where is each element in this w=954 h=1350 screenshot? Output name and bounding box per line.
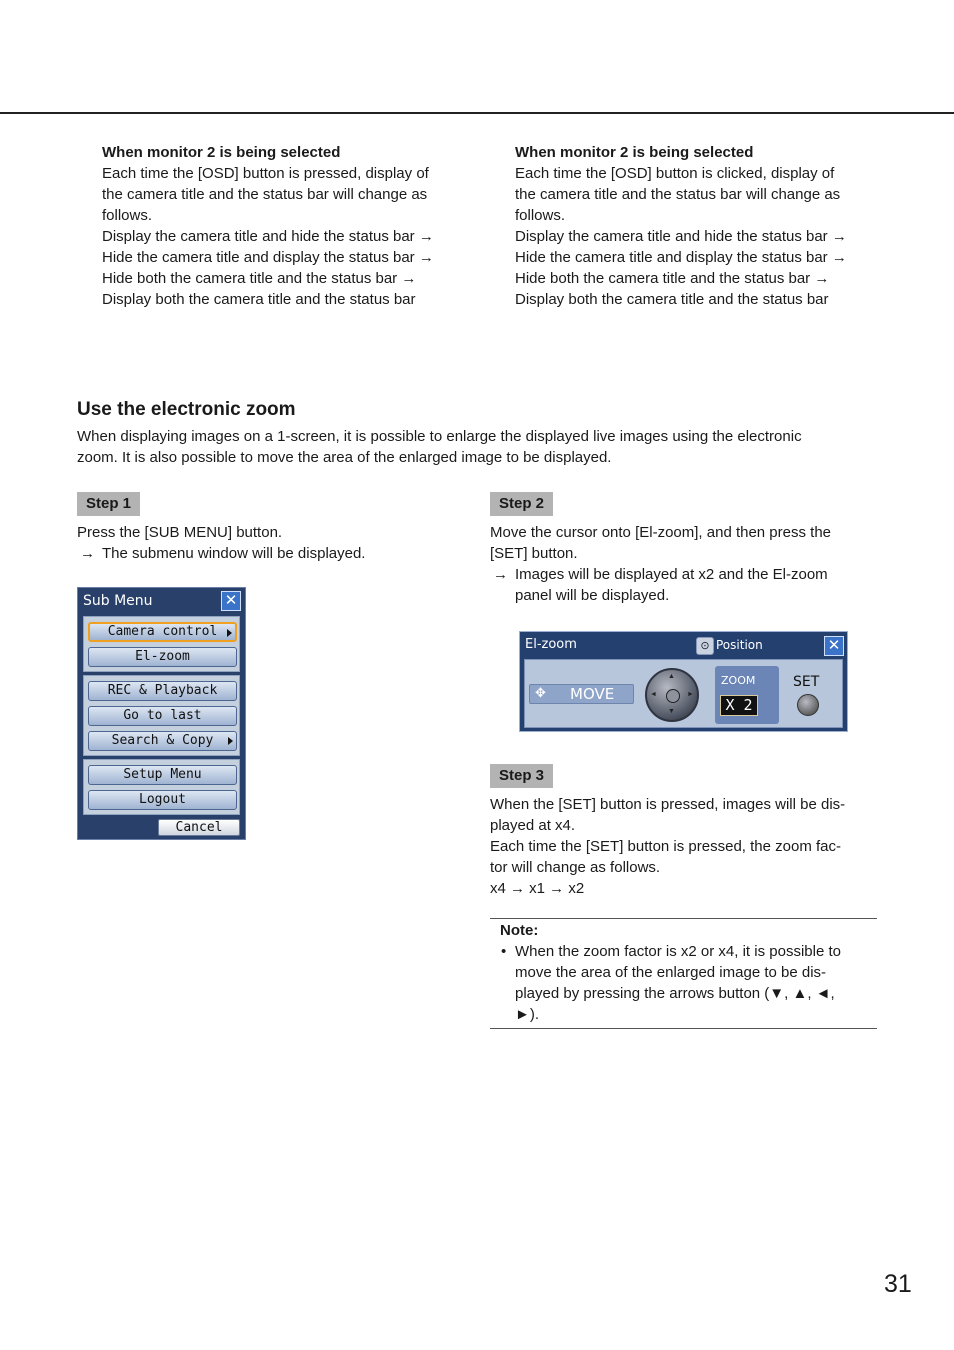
arrow-down-icon[interactable]: ▼ <box>668 708 675 715</box>
step3-tag-wrap <box>490 764 553 788</box>
el-zoom-panel <box>519 631 848 732</box>
direction-pad[interactable] <box>645 668 699 722</box>
logout-button[interactable] <box>88 790 237 810</box>
position-icon[interactable]: ⊙ <box>696 637 714 655</box>
camera-control-label: Camera control <box>107 624 218 639</box>
sub-menu-group-setup <box>83 759 240 815</box>
step1-result-text: The submenu window will be displayed. <box>102 545 366 562</box>
chevron-right-icon <box>228 737 233 745</box>
right-osd-heading: When monitor 2 is being selected <box>515 144 754 161</box>
right-osd-line: Each time the [OSD] button is clicked, display of <box>515 165 835 182</box>
step2-line: Move the cursor onto [El-zoom], and then press the <box>490 524 832 541</box>
arrow-left-icon[interactable]: ◄ <box>650 691 657 698</box>
left-osd-line: follows. <box>102 207 153 224</box>
setup-menu-button[interactable] <box>88 765 237 785</box>
zoom-box <box>715 666 779 724</box>
right-osd-block <box>515 142 895 310</box>
rec-playback-label: REC & Playback <box>107 683 218 698</box>
right-osd-line: the camera title and the status bar will change as <box>515 186 841 203</box>
search-copy-label: Search & Copy <box>111 733 214 748</box>
setup-menu-label: Setup Menu <box>123 767 202 782</box>
go-to-last-button[interactable] <box>88 706 237 726</box>
sub-menu-group-camera <box>83 616 240 672</box>
right-osd-line: Display both the camera title and the status bar <box>515 291 829 308</box>
step1-tag: Step 1 <box>77 492 140 516</box>
go-to-last-label: Go to last <box>123 708 202 723</box>
cancel-button[interactable]: Cancel <box>158 819 240 836</box>
step3-line: x4 → x1 → x2 <box>490 880 585 897</box>
zoom-label: ZOOM <box>721 674 756 687</box>
left-osd-heading: When monitor 2 is being selected <box>102 144 341 161</box>
note-line: When the zoom factor is x2 or x4, it is possible to <box>515 943 841 960</box>
rec-playback-button[interactable] <box>88 681 237 701</box>
el-zoom-title: El-zoom <box>525 637 577 652</box>
note-line: played by pressing the arrows button (▼, ▲, ◄, <box>515 985 835 1002</box>
sub-menu-group-playback <box>83 675 240 756</box>
step3-tag: Step 3 <box>490 764 553 788</box>
step3-line: played at x4. <box>490 817 576 834</box>
left-osd-line: Display the camera title and hide the status bar → <box>102 228 434 245</box>
arrow-icon: → <box>80 545 95 562</box>
close-icon[interactable]: ✕ <box>824 636 844 656</box>
logout-label: Logout <box>139 792 186 807</box>
note-list <box>490 941 877 1025</box>
left-osd-line: the camera title and the status bar will change as <box>102 186 428 203</box>
note-item <box>490 941 877 1025</box>
page-number: 31 <box>884 1270 912 1298</box>
left-osd-line: Display both the camera title and the status bar <box>102 291 416 308</box>
note-box <box>490 918 877 1029</box>
step3-line: Each time the [SET] button is pressed, the zoom fac- <box>490 838 841 855</box>
position-label[interactable]: Position <box>716 638 763 652</box>
section-title: Use the electronic zoom <box>77 399 296 420</box>
move-button[interactable] <box>529 684 634 704</box>
step2-result <box>490 564 880 606</box>
left-osd-line: Hide both the camera title and the status bar → <box>102 270 417 287</box>
step1-result <box>77 543 467 564</box>
top-rule <box>0 112 954 114</box>
el-zoom-button[interactable] <box>88 647 237 667</box>
intro-line: zoom. It is also possible to move the area of the enlarged image to be displayed. <box>77 449 612 466</box>
zoom-value: X 2 <box>720 695 758 716</box>
arrow-up-icon[interactable]: ▲ <box>668 673 675 680</box>
note-line: ►). <box>515 1006 540 1023</box>
step2-tag: Step 2 <box>490 492 553 516</box>
sub-menu-title: Sub Menu <box>83 593 153 609</box>
step1-tag-wrap <box>77 492 140 516</box>
step3-line: When the [SET] button is pressed, images will be dis- <box>490 796 846 813</box>
step2-text <box>490 522 880 606</box>
step2-result-line: panel will be displayed. <box>515 587 670 604</box>
right-osd-line: Hide both the camera title and the status bar → <box>515 270 830 287</box>
el-zoom-label: El-zoom <box>135 649 190 664</box>
note-line: move the area of the enlarged image to be dis- <box>515 964 827 981</box>
left-osd-line: Hide the camera title and display the status bar → <box>102 249 434 266</box>
set-label: SET <box>793 674 820 690</box>
move-icon: ✥ <box>535 686 546 701</box>
section-intro <box>77 426 877 468</box>
move-label: MOVE <box>570 685 615 703</box>
chevron-right-icon <box>227 629 232 637</box>
arrow-right-icon[interactable]: ► <box>687 691 694 698</box>
step2-tag-wrap <box>490 492 553 516</box>
search-copy-button[interactable] <box>88 731 237 751</box>
right-osd-line: Hide the camera title and display the status bar → <box>515 249 847 266</box>
step3-line: tor will change as follows. <box>490 859 661 876</box>
set-button[interactable] <box>797 694 819 716</box>
step3-text <box>490 794 880 899</box>
right-osd-line: follows. <box>515 207 566 224</box>
note-label: Note: <box>500 922 539 939</box>
step2-result-line: Images will be displayed at x2 and the El-zoom <box>515 566 828 583</box>
right-osd-line: Display the camera title and hide the status bar → <box>515 228 847 245</box>
arrow-icon: → <box>493 566 508 583</box>
bullet: • <box>501 943 507 960</box>
sub-menu-window <box>77 587 246 840</box>
dpad-center[interactable] <box>666 689 680 703</box>
left-osd-line: Each time the [OSD] button is pressed, display of <box>102 165 429 182</box>
close-icon[interactable]: ✕ <box>221 591 241 611</box>
el-zoom-body <box>524 659 843 728</box>
step1-text <box>77 522 467 564</box>
left-osd-block <box>102 142 482 310</box>
step2-line: [SET] button. <box>490 545 578 562</box>
intro-line: When displaying images on a 1-screen, it is possible to enlarge the displayed live images using the electronic <box>77 428 802 445</box>
camera-control-button[interactable] <box>88 622 237 642</box>
step1-instruction: Press the [SUB MENU] button. <box>77 524 283 541</box>
